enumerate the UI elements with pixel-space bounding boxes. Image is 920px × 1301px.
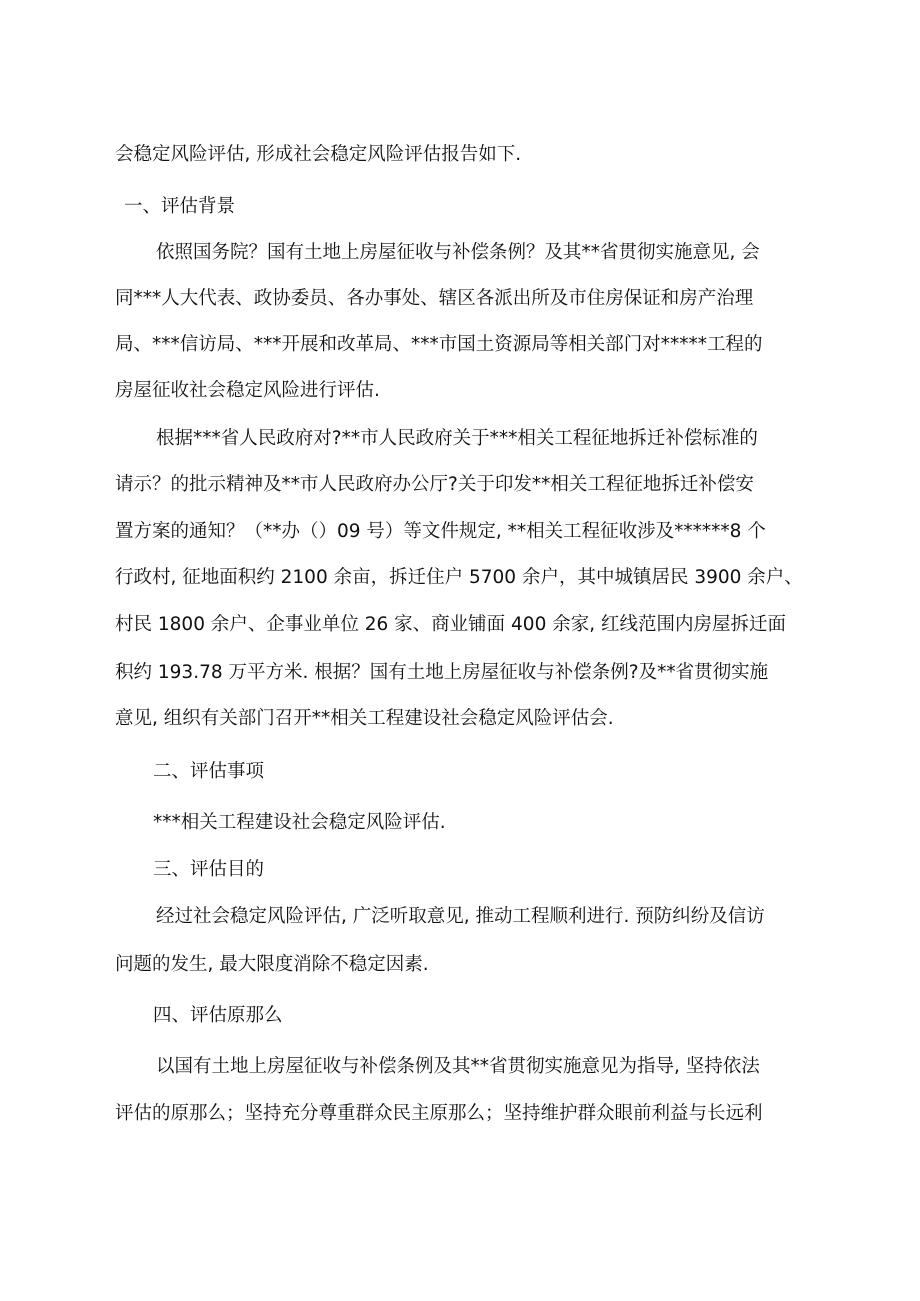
text-line: 以国有土地上房屋征收与补偿条例及其**省贯彻实施意见为指导, 坚持依法 — [156, 1056, 760, 1077]
text-line: 问题的发生, 最大限度消除不稳定因素. — [115, 954, 429, 975]
text-line: 置方案的通知？（**办（）09 号）等文件规定, **相关工程征收涉及******8 个 — [115, 521, 766, 542]
text-line: 同***人大代表、政协委员、各办事处、辖区各派出所及市住房保证和房产治理 — [115, 288, 754, 309]
text-line: 请示？的批示精神及**市人民政府办公厅?关于印发**相关工程征地拆迁补偿安 — [115, 474, 754, 495]
section-heading: 四、评估原那么 — [153, 1005, 283, 1026]
text-line: 行政村, 征地面积约 2100 余亩，拆迁住户 5700 余户，其中城镇居民 3900 余户、 — [115, 567, 803, 588]
text-line: 经过社会稳定风险评估, 广泛听取意见, 推动工程顺利进行. 预防纠纷及信访 — [156, 906, 765, 927]
text-line: 会稳定风险评估, 形成社会稳定风险评估报告如下. — [115, 144, 522, 165]
text-line: ***相关工程建设社会稳定风险评估. — [153, 812, 446, 833]
section-heading: 二、评估事项 — [153, 761, 265, 782]
text-line: 房屋征收社会稳定风险进行评估. — [115, 380, 380, 401]
text-line: 评估的原那么；坚持充分尊重群众民主原那么；坚持维护群众眼前利益与长远利 — [115, 1103, 763, 1124]
text-line: 村民 1800 余户、企事业单位 26 家、商业铺面 400 余家, 红线范围内房屋拆迁面 — [115, 614, 786, 635]
section-heading: 三、评估目的 — [153, 859, 265, 880]
text-line: 依照国务院？国有土地上房屋征收与补偿条例？及其**省贯彻实施意见, 会 — [156, 242, 760, 263]
text-line: 积约 193.78 万平方米. 根据？国有土地上房屋征收与补偿条例?及**省贯彻实施 — [115, 662, 769, 683]
text-line: 意见, 组织有关部门召开**相关工程建设社会稳定风险评估会. — [115, 708, 614, 729]
text-line: 局、***信访局、***开展和改革局、***市国土资源局等相关部门对*****工程的 — [115, 334, 763, 355]
section-heading: 一、评估背景 — [124, 196, 236, 217]
text-line: 根据***省人民政府对?**市人民政府关于***相关工程征地拆迁补偿标准的 — [156, 428, 758, 449]
